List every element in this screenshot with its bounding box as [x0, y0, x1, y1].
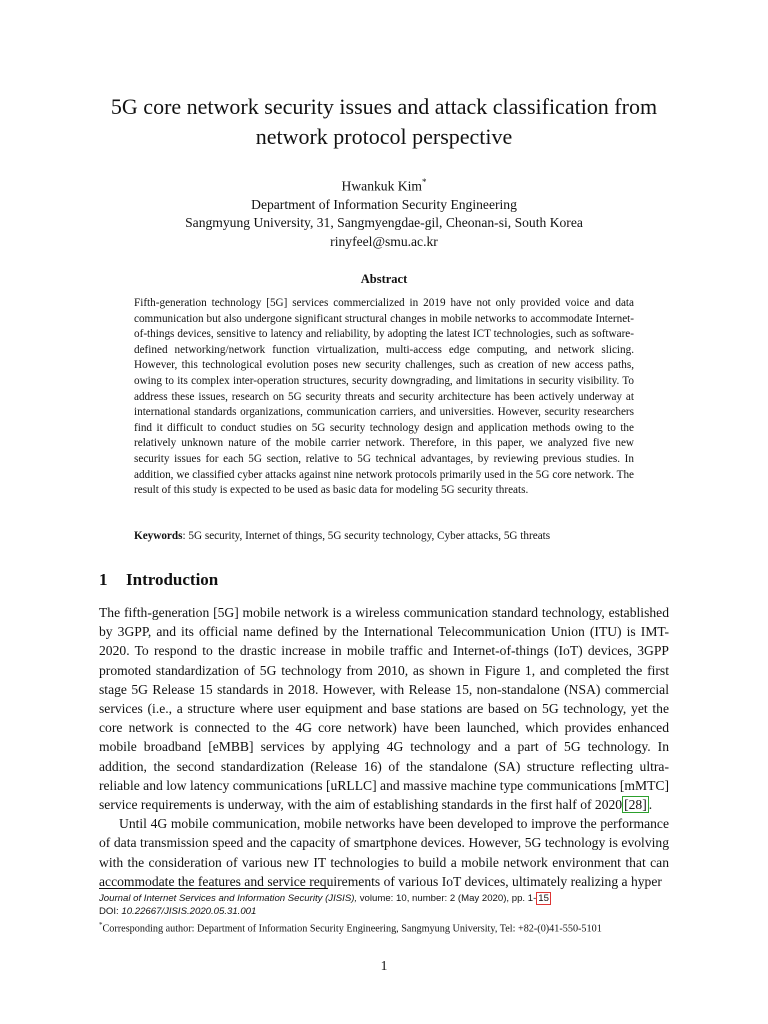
keywords-label: Keywords	[134, 530, 183, 542]
section-title: Introduction	[126, 570, 219, 589]
section-heading	[99, 570, 669, 590]
journal-footnote	[99, 893, 679, 918]
journal-name: Journal of Internet Services and Information Security (JISIS),	[99, 893, 358, 904]
doi-line	[99, 906, 679, 919]
keywords	[134, 529, 634, 545]
paragraph-text: The fifth-generation [5G] mobile network is a wireless communication standard technology, established by 3GPP, and its official name defined by the International Telecommunication Union (ITU) is IMT-2020. To respond to the drastic increase in mobile traffic and Internet-of-things (IoT) devices, 3GPP promoted standardization of 5G technology from 2010, as shown in Figure 1, and completed the first stage 5G Release 15 standards in 2018. However, with Release 15, non-standalone (NSA) commercial services (i.e., a structure where user equipment and base stations are based on 5G technology, yet the core network is connected to the 4G core network) have been launched, which provides enhanced mobile broadband [eMBB] services by applying 4G technology and a part of 5G technology. In addition, the second standardization (Release 16) of the standalone (SA) structure reflecting ultra-reliable and low latency communications [uRLLC] and massive machine type communications [mMTC] service requirements is underway, with the aim of establishing standards in the first half of 2020	[99, 605, 669, 813]
keywords-list: : 5G security, Internet of things, 5G security technology, Cyber attacks, 5G threats	[182, 530, 551, 542]
paragraph-end: .	[648, 797, 653, 813]
author-footnote-mark: *	[421, 177, 427, 187]
body-paragraph: Until 4G mobile communication, mobile networks have been developed to improve the performance of data transmission speed and the capacity of smartphone devices. However, 5G technology is evolving with the consideration of various new IT technologies to build a mobile network environment that can accommodate the features and service requirements of various IoT devices, ultimately realizing a hyper	[99, 816, 669, 889]
author-block	[80, 173, 688, 251]
journal-details: volume: 10, number: 2 (May 2020), pp. 1-	[357, 893, 537, 904]
citation-link[interactable]: [28]	[624, 797, 647, 813]
doi-value: 10.22667/JISIS.2020.05.31.001	[121, 905, 257, 917]
author-name-line	[80, 173, 688, 196]
corresponding-footnote	[99, 919, 689, 935]
abstract-heading: Abstract	[360, 272, 408, 286]
author-name: Hwankuk Kim	[341, 178, 422, 194]
paper-title: 5G core network security issues and attack classification from network protocol perspective	[110, 94, 658, 149]
corresponding-text: Corresponding author: Department of Information Security Engineering, Sangmyung University, Tel: +82-(0)41-550-5101	[102, 923, 602, 935]
body-paragraph	[99, 603, 669, 814]
corresponding-mark: *	[99, 921, 103, 929]
author-department: Department of Information Security Engineering	[251, 196, 517, 212]
page-number: 1	[380, 958, 388, 973]
author-affiliation: Sangmyung University, 31, Sangmyengdae-gil, Cheonan-si, South Korea	[185, 215, 583, 231]
section-number: 1	[99, 570, 108, 589]
footnote-rule	[99, 888, 328, 889]
author-email: rinyfeel@smu.ac.kr	[330, 233, 438, 249]
abstract-text: Fifth-generation technology [5G] services commercialized in 2019 have not only provided voice and data communication but also undergone significant structural changes in mobile networks to accommodate Internet-of-things devices, sensitive to latency and reliability, by adopting the latest ICT technologies, such as software-defined networking/network function virtualization, multi-access edge computing, and network slicing. However, this technological evolution poses new security challenges, such as creation of new access paths, owing to its complex inter-operation structures, security downgrading, and limitations in security visibility. To address these issues, research on 5G security threats and security architecture has been actively underway at international standards organizations, communication carriers, and universities. However, security researchers find it difficult to conduct studies on 5G security technology design and application methods owing to the relatively unknown nature of the mobile carrier network. Therefore, in this paper, we analyzed five new security issues for each 5G section, relative to 5G technical advantages, by reviewing previous studies. In addition, we classified cyber attacks against nine network protocols primarily used in the 5G core network. The result of this study is expected to be used as basic data for modeling 5G security threats.	[134, 297, 634, 497]
body-text	[99, 603, 669, 891]
doi-label: DOI:	[99, 905, 122, 917]
journal-line	[99, 893, 679, 906]
last-page-link[interactable]: 15	[538, 893, 549, 904]
